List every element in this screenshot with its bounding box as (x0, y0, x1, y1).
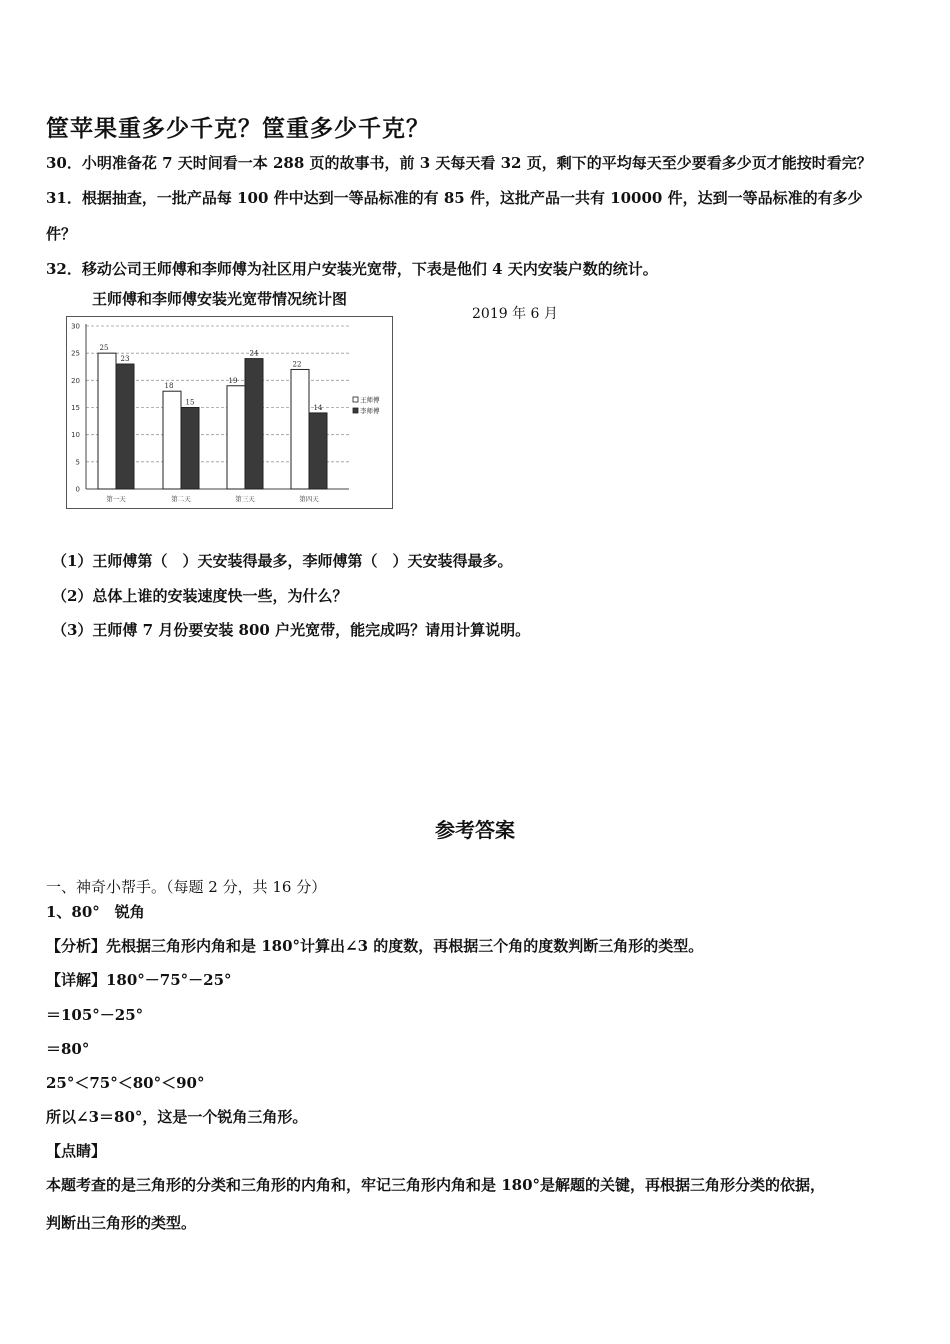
y-tick-label: 10 (71, 431, 80, 440)
bar-value-label: 18 (164, 382, 174, 391)
bar-value-label: 14 (313, 403, 323, 412)
legend-label: 王师傅 (360, 396, 380, 404)
x-category-label: 第三天 (235, 495, 255, 503)
answer-1: 1、80° 锐角 (46, 903, 145, 921)
question-32-part3: （3）王师傅 7 月份要安装 800 户光宽带，能完成吗？请用计算说明。 (52, 621, 531, 639)
x-category-label: 第四天 (299, 495, 319, 503)
bar-wang-4 (291, 369, 309, 489)
x-category-label: 第一天 (106, 495, 126, 503)
chart-title: 王师傅和李师傅安装光宽带情况统计图 (92, 290, 348, 308)
question-32-part2: （2）总体上谁的安装速度快一些，为什么？ (52, 587, 348, 605)
question-30: 30．小明准备花 7 天时间看一本 288 页的故事书，前 3 天每天看 32 页，剩下的平均每天至少要看多少页才能按时看完？ (46, 154, 872, 172)
chart-date: 2019 年 6 月 (472, 306, 558, 322)
bar-li-2 (181, 408, 199, 490)
bar-li-3 (245, 359, 263, 489)
y-tick-label: 25 (71, 349, 80, 358)
bar-value-label: 22 (292, 360, 302, 369)
bar-value-label: 25 (99, 344, 109, 353)
answer-1-step4: 25°＜75°＜80°＜90° (46, 1074, 205, 1092)
question-32-part1: （1）王师傅第（ ）天安装得最多，李师傅第（ ）天安装得最多。 (52, 552, 513, 570)
bar-wang-1 (98, 353, 116, 489)
x-category-label: 第二天 (171, 495, 191, 503)
question-31-line1: 31．根据抽查，一批产品每 100 件中达到一等品标准的有 85 件，这批产品一共有 10000 件，达到一等品标准的有多少 (46, 189, 863, 207)
answer-1-step2: ＝105°－25° (46, 1006, 144, 1024)
bar-li-1 (116, 364, 134, 489)
y-tick-label: 0 (75, 485, 80, 494)
y-tick-label: 15 (71, 404, 80, 412)
answer-1-conclusion: 所以∠3＝80°，这是一个锐角三角形。 (46, 1108, 308, 1126)
answer-1-step3: ＝80° (46, 1040, 90, 1058)
answers-title: 参考答案 (435, 818, 515, 842)
question-32: 32．移动公司王师傅和李师傅为社区用户安装光宽带，下表是他们 4 天内安装户数的统计。 (46, 260, 658, 278)
y-tick-label: 20 (71, 376, 80, 385)
legend-label: 李师傅 (360, 407, 380, 415)
legend-swatch-wang (353, 397, 358, 402)
section-1-heading: 一、神奇小帮手。（每题 2 分，共 16 分） (46, 878, 327, 896)
answer-1-tip-label: 【点睛】 (46, 1142, 107, 1160)
bar-value-label: 15 (185, 398, 195, 407)
answer-1-tip-line1: 本题考查的是三角形的分类和三角形的内角和，牢记三角形内角和是 180°是解题的关键，再根据三角形分类的依据， (46, 1176, 826, 1194)
bar-chart (66, 316, 393, 509)
bar-wang-3 (227, 386, 245, 489)
question-31-line2: 件？ (46, 225, 77, 243)
bar-value-label: 19 (228, 376, 238, 385)
y-tick-label: 30 (71, 322, 80, 331)
continued-question-heading: 筐苹果重多少千克？筐重多少千克？ (46, 115, 430, 142)
answer-1-detail: 【详解】180°－75°－25° (46, 971, 232, 989)
legend-swatch-li (353, 408, 358, 413)
y-tick-label: 5 (75, 458, 80, 467)
bar-li-4 (309, 413, 327, 489)
bar-value-label: 23 (120, 355, 130, 364)
answer-1-tip-line2: 判断出三角形的类型。 (46, 1214, 197, 1232)
bar-wang-2 (163, 391, 181, 489)
answer-1-analysis: 【分析】先根据三角形内角和是 180°计算出∠3 的度数，再根据三个角的度数判断三角形的类型。 (46, 937, 704, 955)
bar-value-label: 24 (249, 349, 259, 358)
